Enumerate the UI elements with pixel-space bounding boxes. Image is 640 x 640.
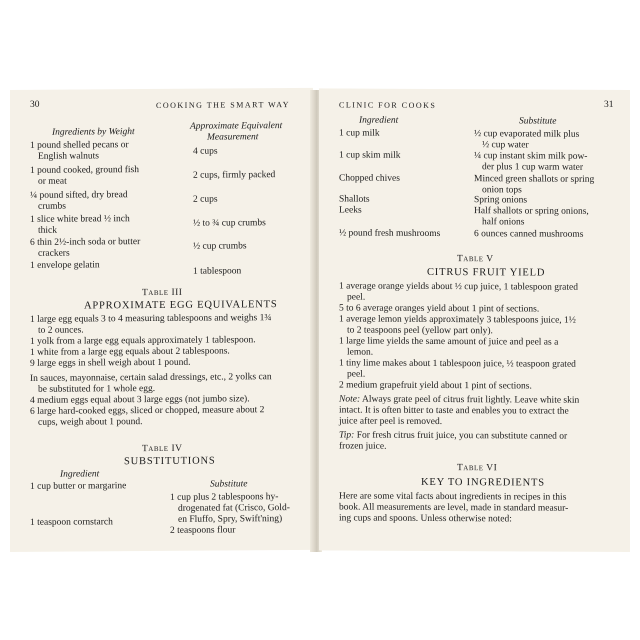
- table-cell: ½ cup crumbs: [193, 241, 247, 252]
- section-title: SUBSTITUTIONS: [124, 455, 216, 468]
- section-title: CITRUS FRUIT YIELD: [427, 266, 546, 279]
- column-header: Substitute: [210, 479, 248, 490]
- text-line: 1 large egg equals 3 to 4 measuring tablespoons and weighs 1¾: [30, 313, 272, 325]
- note-text: Always grate peel of citrus fruit lightly. Leave white skin: [361, 394, 580, 406]
- text-line: 1 average lemon yields approximately 3 tablespoons juice, 1½: [339, 314, 576, 326]
- table-label: Table V: [457, 254, 494, 265]
- table-cell: 1 cup skim milk: [339, 150, 401, 161]
- table-cell: 1 teaspoon cornstarch: [30, 517, 113, 528]
- text-line: to 2 ounces.: [38, 325, 84, 336]
- book-spread: [10, 90, 630, 552]
- table-cell: en Fluffo, Spry, Swift'ning): [178, 514, 283, 525]
- table-cell: crackers: [38, 248, 70, 259]
- section-title: APPROXIMATE EGG EQUIVALENTS: [84, 299, 278, 312]
- table-cell: 6 thin 2½-inch soda or butter: [30, 237, 141, 248]
- text-line: Here are some vital facts about ingredients in recipes in this: [339, 491, 567, 503]
- table-cell: ½ pound fresh mushrooms: [339, 228, 441, 240]
- table-cell: 1 cup milk: [339, 128, 380, 139]
- text-line: 1 large lime yields the same amount of juice and peel as a: [339, 336, 559, 348]
- text-line: 1 yolk from a large egg equals approximately 1 tablespoon.: [30, 335, 256, 347]
- table-cell: ¼ cup instant skim milk pow-: [474, 151, 588, 162]
- column-header: Approximate Equivalent: [190, 121, 283, 132]
- tip-line: [339, 430, 567, 442]
- note-line: [339, 394, 579, 406]
- table-cell: Leeks: [339, 205, 362, 216]
- table-cell: 1 envelope gelatin: [30, 260, 100, 271]
- column-header: Ingredients by Weight: [52, 127, 135, 138]
- running-head: CLINIC FOR COOKS: [339, 100, 437, 110]
- text-line: peel.: [347, 292, 366, 303]
- table-cell: der plus 1 cup warm water: [482, 162, 584, 173]
- table-cell: Minced green shallots or spring: [474, 174, 595, 185]
- table-cell: half onions: [482, 217, 525, 228]
- table-cell: 6 ounces canned mushrooms: [474, 229, 584, 240]
- text-line: to 2 teaspoons peel (yellow part only).: [347, 325, 493, 337]
- table-cell: 1 cup butter or margarine: [30, 481, 127, 492]
- table-cell: Spring onions: [474, 195, 528, 206]
- table-label: Table III: [142, 287, 183, 299]
- table-cell: 1 pound cooked, ground fish: [30, 165, 139, 176]
- tip-label: Tip:: [339, 430, 355, 441]
- text-line: In sauces, mayonnaise, certain salad dressings, etc., 2 yolks can: [30, 372, 272, 384]
- text-line: ing cups and spoons. Unless otherwise noted:: [339, 513, 512, 525]
- table-cell: or meat: [38, 176, 67, 187]
- text-line: lemon.: [347, 347, 374, 358]
- column-header: Ingredient: [60, 469, 100, 480]
- column-header: Ingredient: [359, 115, 399, 126]
- table-cell: crumbs: [38, 201, 66, 212]
- column-header: Measurement: [207, 132, 259, 143]
- table-cell: English walnuts: [38, 151, 99, 162]
- table-cell: Shallots: [339, 194, 370, 205]
- tip-line: frozen juice.: [339, 441, 387, 452]
- table-cell: Chopped chives: [339, 173, 400, 184]
- text-line: 1 tiny lime makes about 1 tablespoon juice, ½ teaspoon grated: [339, 358, 576, 370]
- table-cell: ½ cup evaporated milk plus: [474, 129, 580, 140]
- table-cell: 1 cup plus 2 tablespoons hy-: [170, 492, 279, 503]
- table-cell: thick: [38, 225, 57, 236]
- page-number: 31: [604, 99, 614, 110]
- table-cell: Half shallots or spring onions,: [474, 206, 589, 217]
- note-label: Note:: [339, 394, 361, 405]
- left-page: [10, 88, 313, 552]
- tip-text: For fresh citrus fruit juice, you can substitute canned or: [356, 430, 568, 442]
- column-header: Substitute: [519, 116, 557, 127]
- text-line: peel.: [347, 369, 366, 380]
- text-line: be substituted for 1 whole egg.: [38, 383, 156, 395]
- note-line: juice after peel is removed.: [339, 416, 443, 428]
- right-page: [319, 88, 630, 552]
- table-cell: 2 cups, firmly packed: [193, 170, 276, 181]
- table-cell: ½ to ¾ cup crumbs: [193, 218, 266, 229]
- table-cell: onion tops: [482, 185, 522, 196]
- table-cell: 2 teaspoons flour: [170, 525, 236, 536]
- table-cell: drogenated fat (Crisco, Gold-: [178, 503, 290, 514]
- text-line: 9 large eggs in shell weigh about 1 pound.: [30, 357, 191, 369]
- running-head: COOKING THE SMART WAY: [156, 100, 291, 110]
- table-label: Table VI: [457, 463, 498, 474]
- table-cell: 2 cups: [193, 194, 218, 205]
- section-title: KEY TO INGREDIENTS: [421, 476, 545, 489]
- text-line: 6 large hard-cooked eggs, sliced or chopped, measure about 2: [30, 405, 265, 417]
- text-line: 2 medium grapefruit yield about 1 pint of sections.: [339, 380, 532, 392]
- text-line: 5 to 6 average oranges yield about 1 pint of sections.: [339, 303, 540, 315]
- text-line: 1 white from a large egg equals about 2 tablespoons.: [30, 346, 230, 358]
- table-cell: 4 cups: [193, 146, 218, 157]
- text-line: 1 average orange yields about ½ cup juice, 1 tablespoon grated: [339, 281, 578, 293]
- table-cell: 1 pound shelled pecans or: [30, 140, 129, 151]
- text-line: book. All measurements are level, made in standard measur-: [339, 502, 569, 514]
- table-cell: ½ cup water: [482, 140, 529, 151]
- text-line: 4 medium eggs equal about 3 large eggs (not jumbo size).: [30, 394, 250, 406]
- text-line: cups, weigh about 1 pound.: [38, 417, 143, 428]
- table-label: Table IV: [142, 443, 183, 455]
- page-number: 30: [30, 99, 40, 110]
- table-cell: 1 slice white bread ½ inch: [30, 214, 130, 225]
- note-line: intact. It is often bitter to taste and enables you to extract the: [339, 405, 569, 417]
- table-cell: ¼ pound sifted, dry bread: [30, 190, 128, 201]
- table-cell: 1 tablespoon: [193, 266, 242, 277]
